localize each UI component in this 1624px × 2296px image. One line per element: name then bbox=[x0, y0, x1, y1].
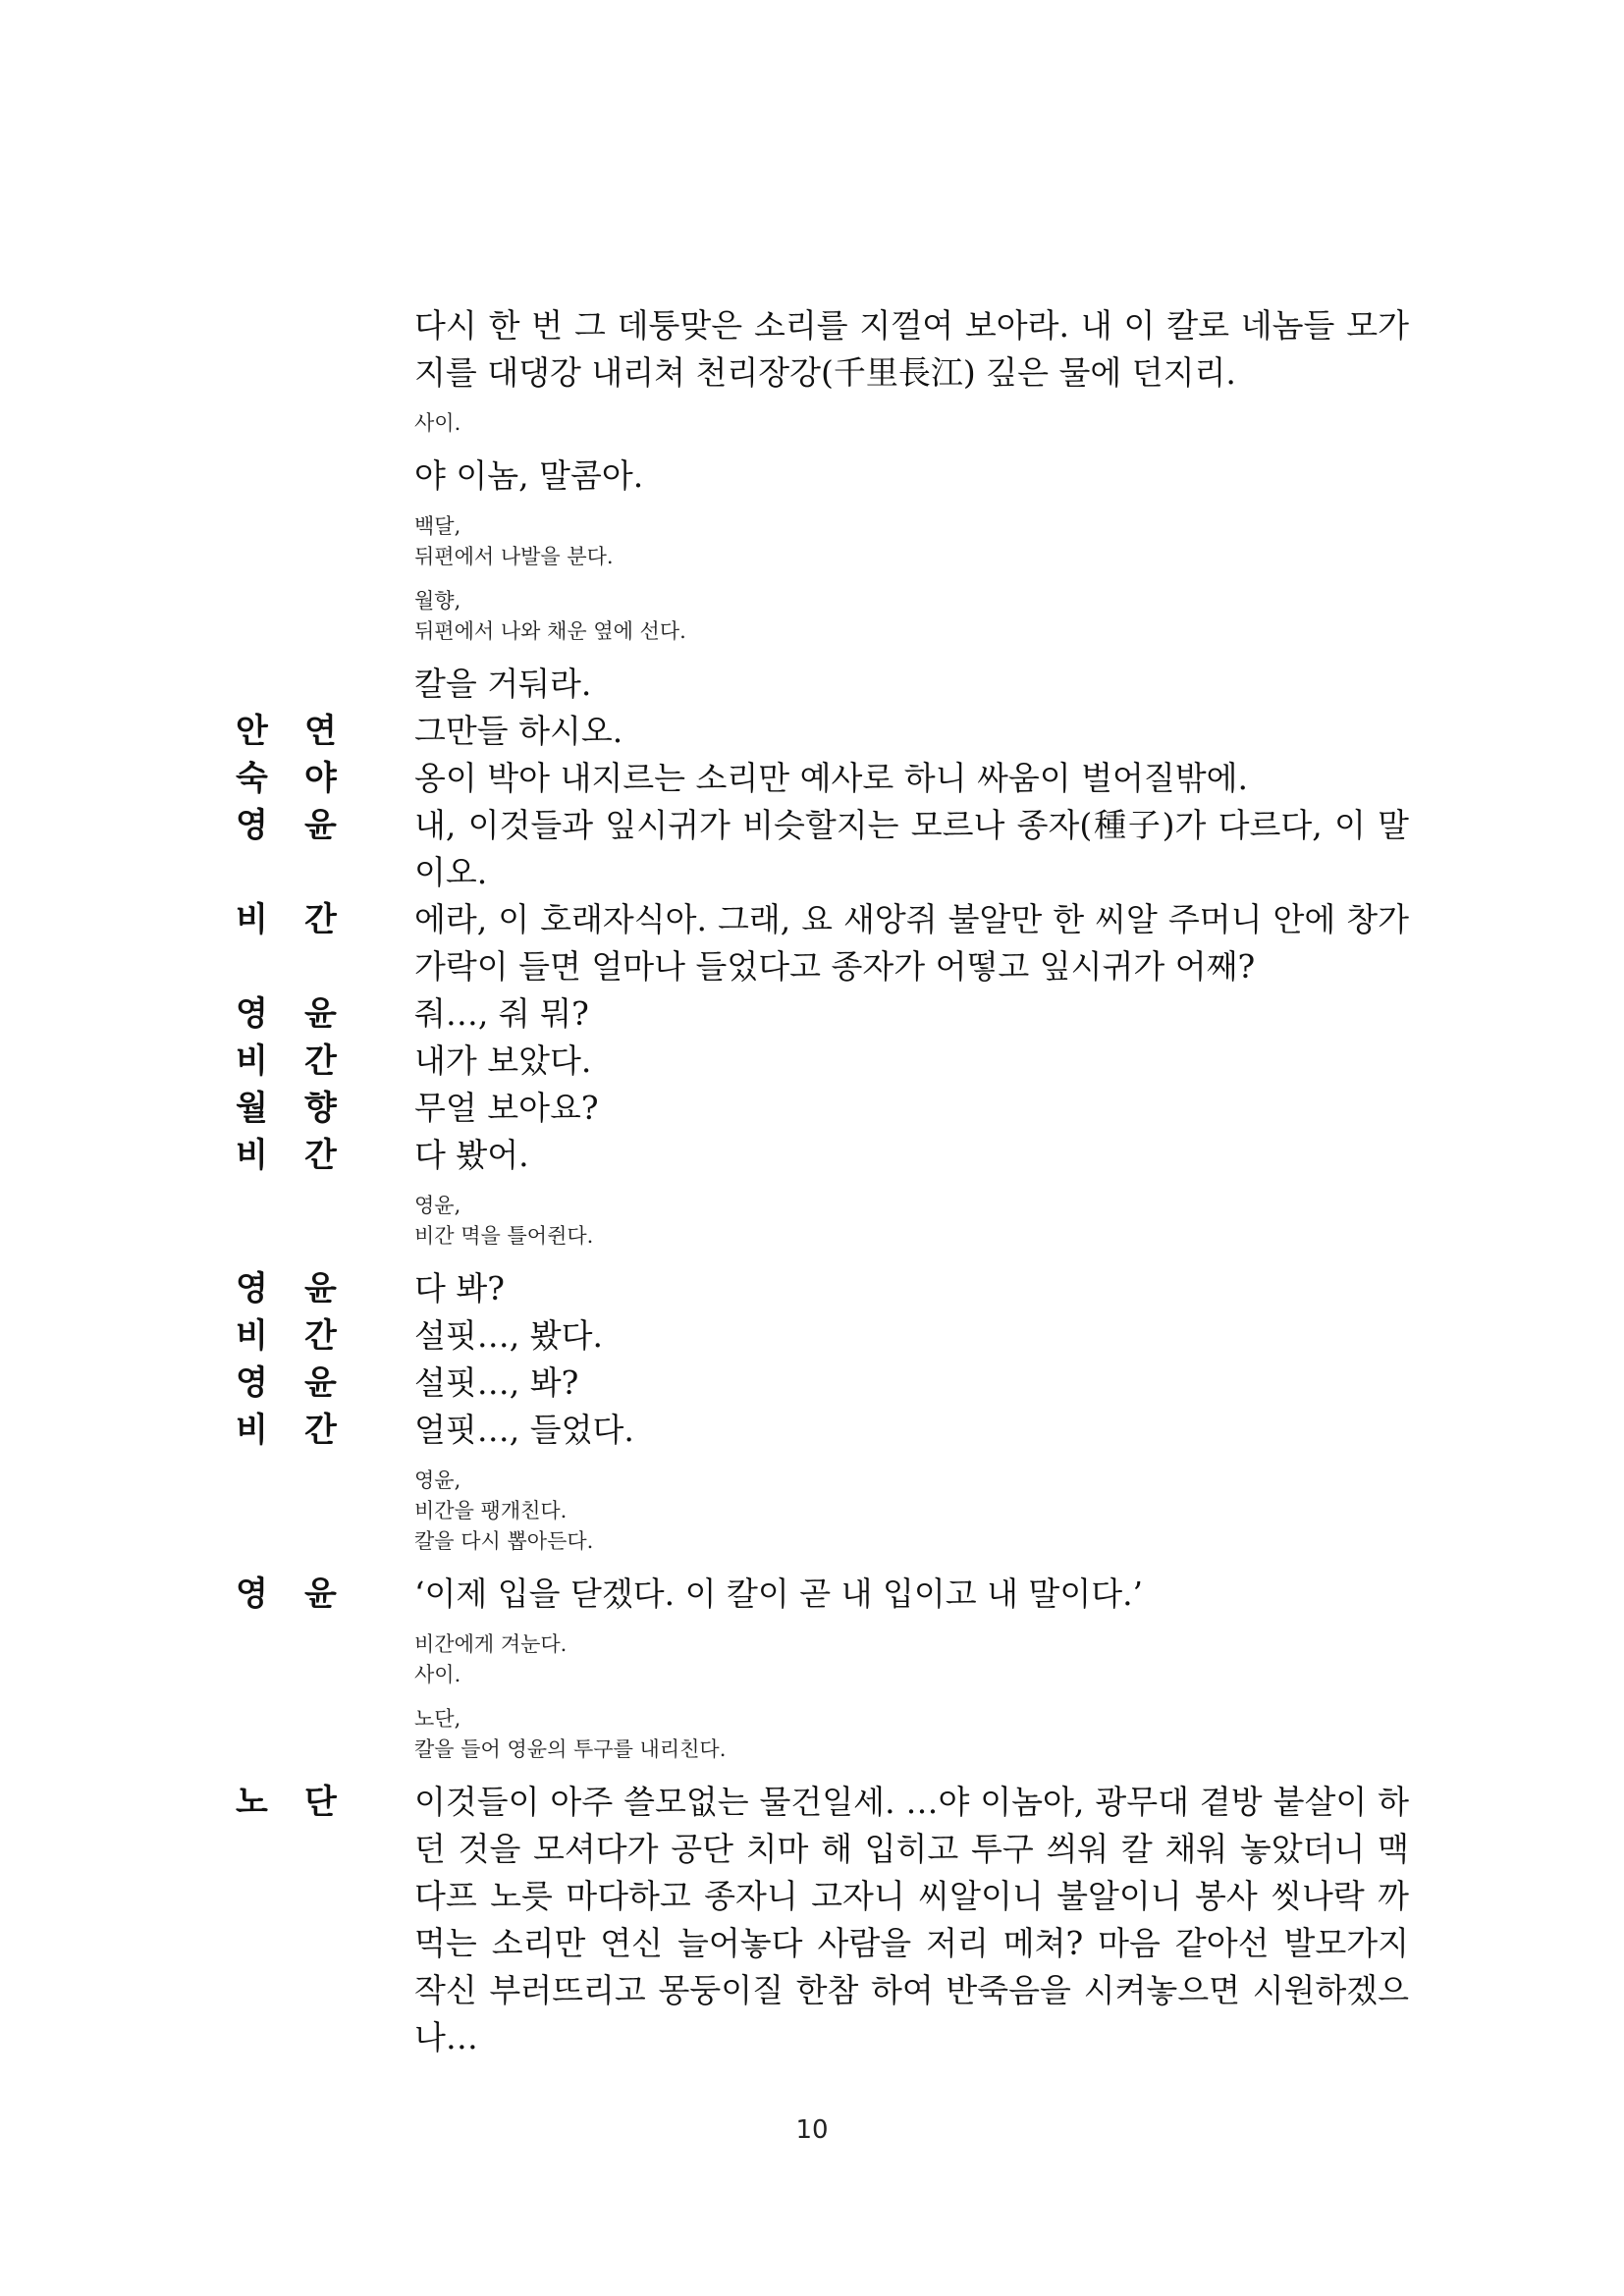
dialogue-line bbox=[236, 1038, 1409, 1085]
dialogue-text: 줘…, 줘 뭐? bbox=[414, 994, 589, 1033]
dialogue-text: 옹이 박아 내지르는 소리만 예사로 하니 싸움이 벌어질밖에. bbox=[414, 759, 1248, 797]
dialogue-text: 야 이놈, 말콤아. bbox=[414, 456, 644, 495]
stage-direction-line: 칼을 다시 뽑아든다. bbox=[414, 1529, 594, 1553]
dialogue-line bbox=[236, 453, 1409, 500]
speaker-name: 비 간 bbox=[236, 1316, 337, 1356]
dialogue-line bbox=[236, 302, 1409, 397]
dialogue-line bbox=[236, 708, 1409, 755]
dialogue-text: 얼핏…, 들었다. bbox=[414, 1411, 634, 1449]
script-body bbox=[236, 302, 1409, 2061]
stage-direction-line: 사이. bbox=[414, 411, 461, 435]
dialogue-line bbox=[236, 755, 1409, 802]
speaker-name: 숙 야 bbox=[236, 759, 337, 798]
dialogue-line bbox=[236, 802, 1409, 896]
speaker-name: 비 간 bbox=[236, 1136, 337, 1175]
dialogue-text: 내가 보았다. bbox=[414, 1041, 592, 1080]
dialogue-line bbox=[236, 1085, 1409, 1132]
stage-direction-line: 월향, bbox=[414, 589, 461, 613]
stage-direction bbox=[414, 1191, 1409, 1252]
dialogue-text: 무얼 보아요? bbox=[414, 1089, 599, 1127]
stage-direction-line: 백달, bbox=[414, 514, 461, 538]
stage-direction-line: 영윤, bbox=[414, 1468, 461, 1492]
dialogue-text: 내, 이것들과 잎시귀가 비슷할지는 모르나 종자(種子)가 다르다, 이 말이오. bbox=[414, 806, 1409, 891]
page-number: 10 bbox=[795, 2115, 829, 2145]
speaker-name: 비 간 bbox=[236, 900, 337, 939]
stage-direction-line: 뒤편에서 나와 채운 옆에 선다. bbox=[414, 619, 686, 643]
stage-direction-line: 노단, bbox=[414, 1707, 461, 1731]
dialogue-text: 에라, 이 호래자식아. 그래, 요 새앙쥐 불알만 한 씨알 주머니 안에 창가 가락이 들면 얼마나 들었다고 종자가 어떻고 잎시귀가 어째? bbox=[414, 900, 1409, 986]
dialogue-line bbox=[236, 1571, 1409, 1618]
dialogue-text: 그만들 하시오. bbox=[414, 712, 623, 750]
dialogue-text: 다시 한 번 그 데퉁맞은 소리를 지껄여 보아라. 내 이 칼로 네놈들 모가지를 대댕강 내리쳐 천리장강(千里長江) 깊은 물에 던지리. bbox=[414, 306, 1409, 392]
dialogue-line bbox=[236, 1779, 1409, 2061]
stage-direction-line: 비간 멱을 틀어쥔다. bbox=[414, 1224, 594, 1248]
speaker-name: 비 간 bbox=[236, 1041, 337, 1081]
stage-direction bbox=[414, 1466, 1409, 1557]
dialogue-line bbox=[236, 661, 1409, 708]
stage-direction bbox=[414, 408, 1409, 439]
speaker-name: 영 윤 bbox=[236, 806, 337, 845]
dialogue-text: 이것들이 아주 쓸모없는 물건일세. …야 이놈아, 광무대 곁방 붙살이 하던 것을 모셔다가 공단 치마 해 입히고 투구 씌워 칼 채워 놓았더니 맥다프 노릇 마다하고 종자니 고자니 씨알이니 불알이니 봉사 씻나락 까먹는 소리만 연신 늘어놓다 사람을 저리 메쳐? 마음 같아선 발모가지 작신 부러뜨리고 몽둥이질 한참 하여 반죽음을 시켜놓으면 시원하겠으나… bbox=[414, 1783, 1409, 2056]
dialogue-text: ‘이제 입을 닫겠다. 이 칼이 곧 내 입이고 내 말이다.’ bbox=[414, 1575, 1144, 1613]
dialogue-text: 칼을 거둬라. bbox=[414, 665, 592, 703]
speaker-name: 비 간 bbox=[236, 1411, 337, 1450]
dialogue-line bbox=[236, 1132, 1409, 1179]
dialogue-line bbox=[236, 1312, 1409, 1360]
stage-direction-line: 비간에게 겨눈다. bbox=[414, 1632, 568, 1656]
stage-direction-line: 뒤편에서 나발을 분다. bbox=[414, 545, 614, 568]
dialogue-line bbox=[236, 1407, 1409, 1454]
speaker-name: 영 윤 bbox=[236, 1575, 337, 1614]
dialogue-line bbox=[236, 1360, 1409, 1407]
speaker-name: 노 단 bbox=[236, 1783, 337, 1822]
dialogue-line bbox=[236, 990, 1409, 1038]
stage-direction-line: 칼을 들어 영윤의 투구를 내리친다. bbox=[414, 1737, 727, 1761]
dialogue-text: 설핏…, 봐? bbox=[414, 1363, 579, 1402]
dialogue-text: 다 봐? bbox=[414, 1269, 505, 1308]
stage-direction bbox=[414, 511, 1409, 572]
stage-direction bbox=[414, 1704, 1409, 1765]
dialogue-line bbox=[236, 896, 1409, 990]
dialogue-line bbox=[236, 1265, 1409, 1312]
speaker-name: 월 향 bbox=[236, 1089, 337, 1128]
dialogue-text: 다 봤어. bbox=[414, 1136, 529, 1174]
stage-direction-line: 사이. bbox=[414, 1663, 461, 1686]
speaker-name: 안 연 bbox=[236, 712, 337, 751]
speaker-name: 영 윤 bbox=[236, 1363, 337, 1403]
speaker-name: 영 윤 bbox=[236, 994, 337, 1034]
speaker-name: 영 윤 bbox=[236, 1269, 337, 1308]
stage-direction bbox=[414, 586, 1409, 647]
stage-direction bbox=[414, 1629, 1409, 1690]
stage-direction-line: 비간을 팽개친다. bbox=[414, 1499, 568, 1522]
stage-direction-line: 영윤, bbox=[414, 1194, 461, 1217]
dialogue-text: 설핏…, 봤다. bbox=[414, 1316, 603, 1355]
